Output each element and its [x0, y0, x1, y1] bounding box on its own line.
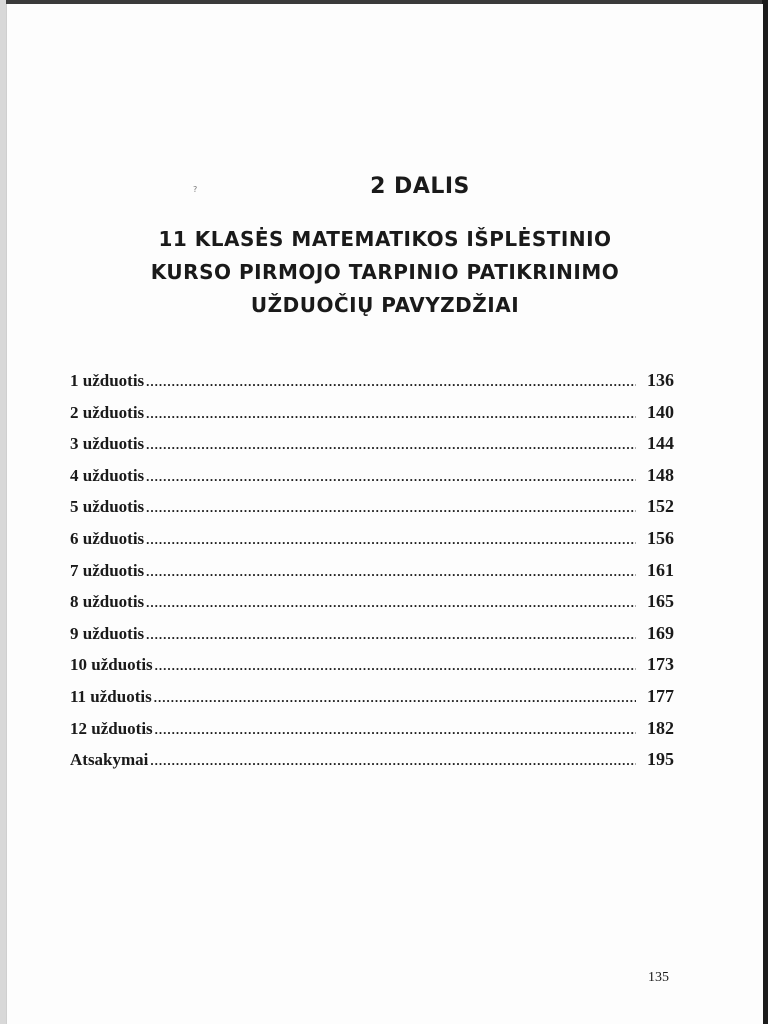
document-page — [6, 4, 763, 1024]
toc-entry-label: 6 užduotis — [70, 528, 145, 548]
toc-leader-dots — [146, 532, 636, 548]
toc-entry-page: 195 — [647, 749, 674, 770]
toc-entry-page: 148 — [647, 464, 674, 485]
subtitle-line-1: 11 KLASĖS MATEMATIKOS IŠPLĖSTINIO — [158, 227, 612, 251]
toc-entry-page: 161 — [647, 559, 674, 580]
toc-entry-page: 140 — [647, 401, 674, 422]
toc-entry[interactable] — [70, 623, 674, 655]
toc-leader-dots — [150, 753, 636, 769]
page-number: 135 — [648, 970, 669, 985]
toc-entry[interactable] — [70, 370, 674, 402]
toc-leader-dots — [155, 658, 636, 674]
toc-entry-page: 156 — [647, 527, 674, 548]
toc-leader-dots — [146, 627, 636, 643]
toc-entry-label: 9 užduotis — [70, 623, 145, 643]
toc-entry-label: 12 užduotis — [70, 718, 153, 738]
toc-entry-page: 152 — [647, 496, 674, 517]
toc-entry-label: 10 užduotis — [70, 655, 153, 675]
toc-entry[interactable] — [70, 496, 674, 528]
part-title: 2 DALIS — [370, 174, 470, 199]
toc-entry-label: 5 užduotis — [70, 497, 145, 517]
toc-entry-label: 3 užduotis — [70, 434, 145, 454]
toc-entry[interactable] — [70, 749, 674, 781]
toc-entry-label: 11 užduotis — [70, 686, 152, 706]
toc-entry-page: 165 — [647, 591, 674, 612]
toc-entry-page: 169 — [647, 622, 674, 643]
toc-entry-label: 2 užduotis — [70, 402, 145, 422]
toc-leader-dots — [154, 690, 636, 706]
table-of-contents — [70, 370, 674, 781]
toc-entry-label: 1 užduotis — [70, 371, 145, 390]
toc-leader-dots — [155, 722, 636, 738]
toc-entry[interactable] — [70, 433, 674, 465]
toc-entry-label: 8 užduotis — [70, 592, 145, 612]
toc-entry-label: 4 užduotis — [70, 465, 145, 485]
toc-entry-label: Atsakymai — [70, 750, 149, 770]
toc-leader-dots — [146, 595, 636, 611]
toc-entry[interactable] — [70, 686, 674, 718]
toc-entry[interactable] — [70, 591, 674, 623]
stray-mark: ? — [193, 185, 198, 194]
toc-entry-page: 136 — [647, 370, 674, 390]
toc-entry-page: 177 — [647, 685, 674, 706]
toc-entry[interactable] — [70, 465, 674, 497]
toc-leader-dots — [146, 500, 636, 516]
toc-leader-dots — [146, 437, 636, 453]
toc-entry-label: 7 užduotis — [70, 560, 145, 580]
toc-leader-dots — [146, 469, 636, 485]
toc-leader-dots — [146, 374, 636, 390]
toc-entry[interactable] — [70, 718, 674, 750]
toc-entry-page: 144 — [647, 433, 674, 454]
toc-entry[interactable] — [70, 528, 674, 560]
toc-leader-dots — [146, 564, 636, 580]
toc-entry[interactable] — [70, 402, 674, 434]
subtitle-line-2: KURSO PIRMOJO TARPINIO PATIKRINIMO — [150, 260, 620, 284]
toc-entry[interactable] — [70, 654, 674, 686]
subtitle-line-3: UŽDUOČIŲ PAVYZDŽIAI — [250, 293, 520, 317]
toc-leader-dots — [146, 406, 636, 422]
toc-entry-page: 173 — [647, 654, 674, 675]
toc-entry-page: 182 — [647, 717, 674, 738]
toc-entry[interactable] — [70, 560, 674, 592]
